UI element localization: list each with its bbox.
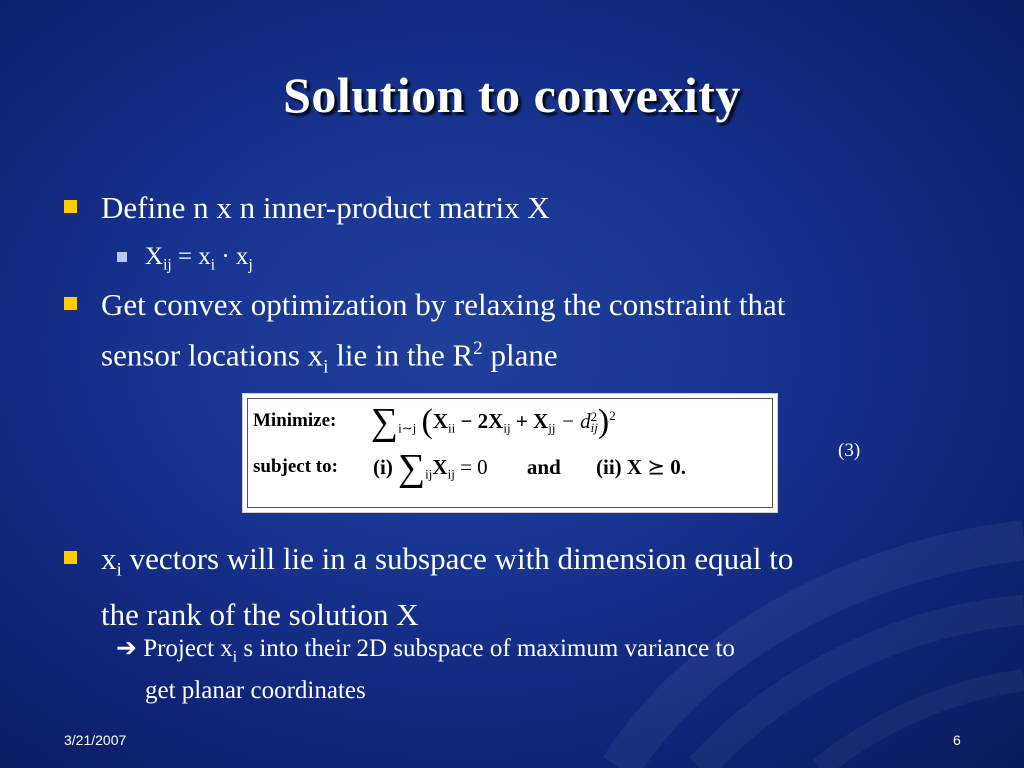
succeq-symbol: ⪰ — [647, 455, 665, 479]
bullet2-line2 — [101, 327, 785, 389]
bullet-convex-optimization — [101, 283, 785, 389]
d-superscript: 2 — [590, 409, 598, 424]
sub2-text-b: s into their 2D subspace of maximum variance to — [237, 635, 735, 662]
bullet2-text-c: plane — [482, 337, 558, 373]
bullet3-text-b: vectors will lie in a subspace with dimension equal to — [121, 541, 794, 576]
sub2-sub-i: i — [232, 648, 238, 666]
sub-bullet-marker — [117, 252, 127, 262]
sub2-line1 — [116, 632, 735, 674]
outer-superscript: 2 — [609, 408, 616, 424]
term-xij-sub: ij — [503, 420, 511, 436]
subject-to-label: subject to: — [253, 456, 338, 477]
bullet-marker — [64, 200, 77, 213]
constraint-zero-end: 0. — [670, 455, 686, 479]
objective-expression — [371, 400, 616, 444]
xij-text: X — [145, 243, 164, 270]
constraint-i-label: (i) — [373, 455, 393, 479]
d-scripts — [591, 411, 598, 433]
bullet3-line1 — [101, 537, 793, 593]
bullet-marker — [64, 551, 77, 564]
dot-text: · x — [215, 243, 249, 270]
sum-symbol: ∑ — [371, 401, 399, 443]
bullet3-sub-i: i — [116, 559, 122, 581]
bullet2-sub-i: i — [323, 356, 329, 378]
term-xii: X — [432, 409, 448, 433]
constraint-eq-zero: = 0 — [454, 455, 488, 479]
constraint-xij: X — [432, 455, 448, 479]
sub-bullet-project — [116, 632, 735, 708]
bullet2-text-b: lie in the R — [328, 337, 474, 373]
xi-sub: i — [210, 256, 216, 274]
bullet3-text-a: x — [101, 541, 117, 576]
and-label: and — [526, 455, 561, 479]
bullet2-text-a: sensor locations x — [101, 337, 324, 373]
d-subscript: ij — [590, 420, 598, 435]
term-xjj-sub: jj — [548, 420, 556, 436]
equation-number: (3) — [838, 440, 861, 461]
term-xii-sub: ii — [447, 420, 456, 436]
xj-sub: j — [248, 256, 253, 274]
constraint-ii-label: (ii) X — [596, 455, 643, 479]
footer-date: 3/21/2007 — [64, 732, 127, 748]
sub2-text-a: Project x — [136, 635, 233, 662]
bullet-subspace — [101, 537, 793, 637]
open-paren: ( — [421, 403, 433, 440]
slide-title: Solution to convexity — [283, 67, 741, 123]
sum2-subscript: ij — [425, 466, 433, 482]
equation-image — [242, 393, 778, 513]
bullet3-line2: the rank of the solution X — [101, 596, 419, 632]
bullet2-sup-2: 2 — [473, 338, 483, 359]
arrow-icon: ➔ — [116, 635, 137, 662]
bullet2-line1: Get convex optimization by relaxing the constraint that — [101, 287, 786, 322]
constraint-xij-sub: ij — [447, 466, 455, 482]
term-minus-2xij: − 2X — [455, 409, 504, 433]
eq-text: = x — [171, 243, 211, 270]
sub-bullet-xij-definition — [145, 240, 253, 282]
term-minus-d: − d — [555, 409, 591, 433]
footer-page-number: 6 — [953, 732, 961, 748]
term-plus-xjj: + X — [510, 409, 549, 433]
sum-subscript: i∼j — [398, 420, 417, 436]
sum-symbol-2: ∑ — [398, 447, 426, 489]
bullet-marker — [64, 297, 77, 310]
constraints-expression — [373, 446, 686, 490]
sub2-line2: get planar coordinates — [145, 677, 366, 705]
minimize-label: Minimize: — [253, 410, 337, 431]
bullet-define-matrix: Define n x n inner-product matrix X — [101, 190, 550, 225]
close-paren: ) — [597, 403, 610, 440]
xij-sub: ij — [163, 256, 172, 274]
